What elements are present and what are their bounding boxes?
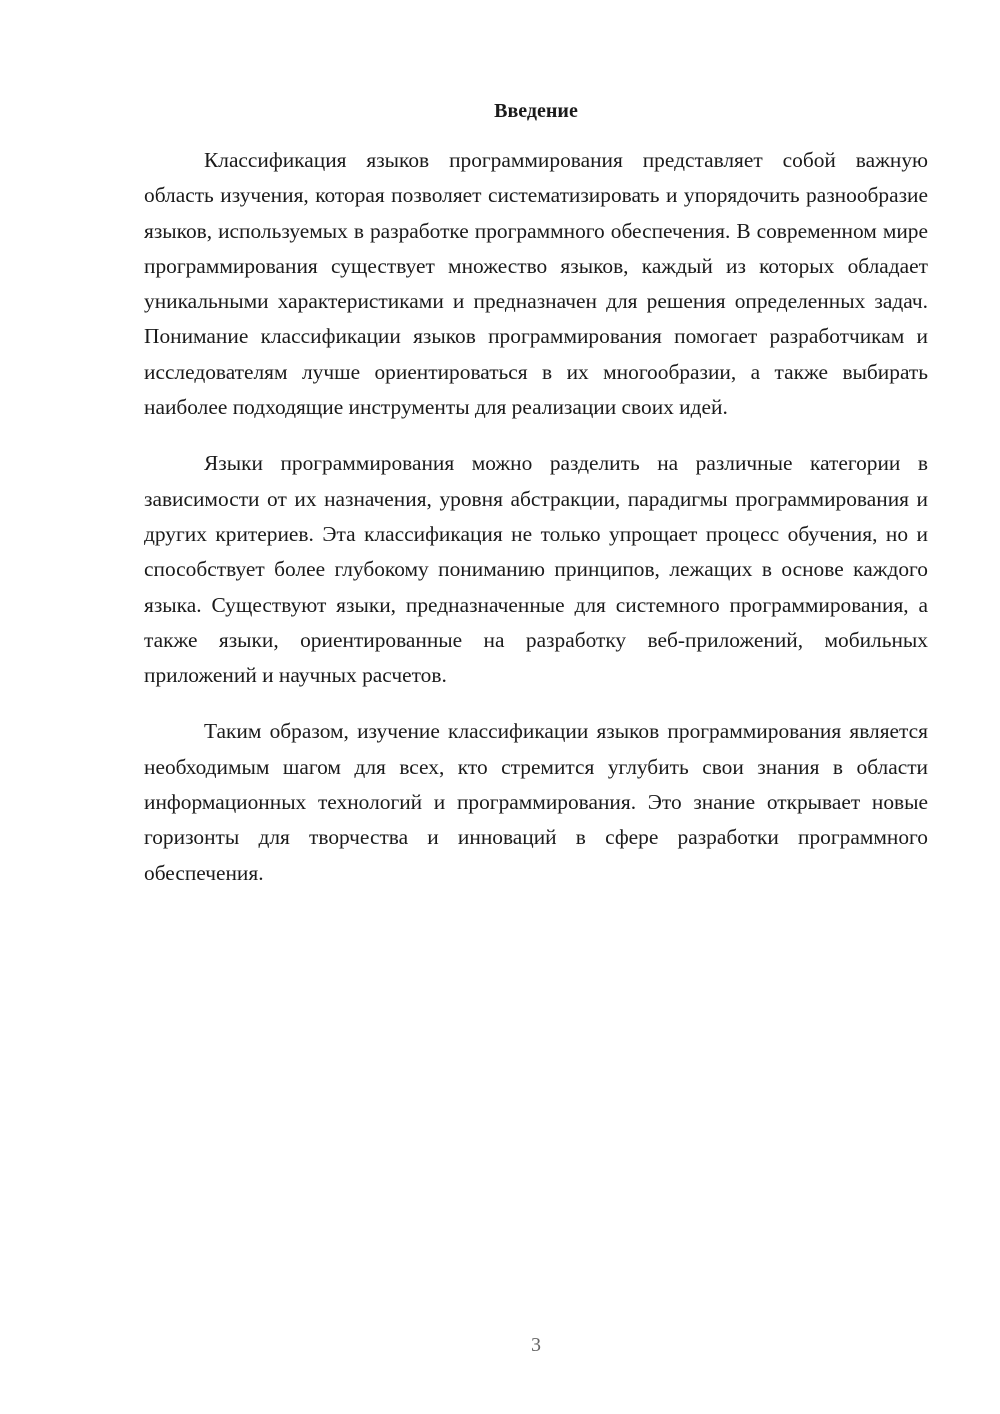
page-number: 3 xyxy=(531,1334,541,1356)
body-text xyxy=(144,143,928,891)
paragraph-3: Таким образом, изучение классификации языков программирования является необходимым шагом для всех, кто стремится углубить свои знания в области информационных технологий и программирования. Это знание открывает новые горизонты для творчества и инноваций в сфере разработки программного обеспечения. xyxy=(144,719,928,885)
paragraph-1: Классификация языков программирования представляет собой важную область изучения, которая позволяет систематизировать и упорядочить разнообразие языков, используемых в разработке программного обеспечения. В современном мире программирования существует множество языков, каждый из которых обладает уникальными характеристиками и предназначен для решения определенных задач. Понимание классификации языков программирования помогает разработчикам и исследователям лучше ориентироваться в их многообразии, а также выбирать наиболее подходящие инструменты для реализации своих идей. xyxy=(144,148,928,420)
paragraph-2: Языки программирования можно разделить на различные категории в зависимости от их назначения, уровня абстракции, парадигмы программирования и других критериев. Эта классификация не только упрощает процесс обучения, но и способствует более глубокому пониманию принципов, лежащих в основе каждого языка. Существуют языки, предназначенные для системного программирования, а также языки, ориентированные на разработку веб-приложений, мобильных приложений и научных расчетов. xyxy=(144,451,928,688)
section-title: Введение xyxy=(494,100,578,122)
